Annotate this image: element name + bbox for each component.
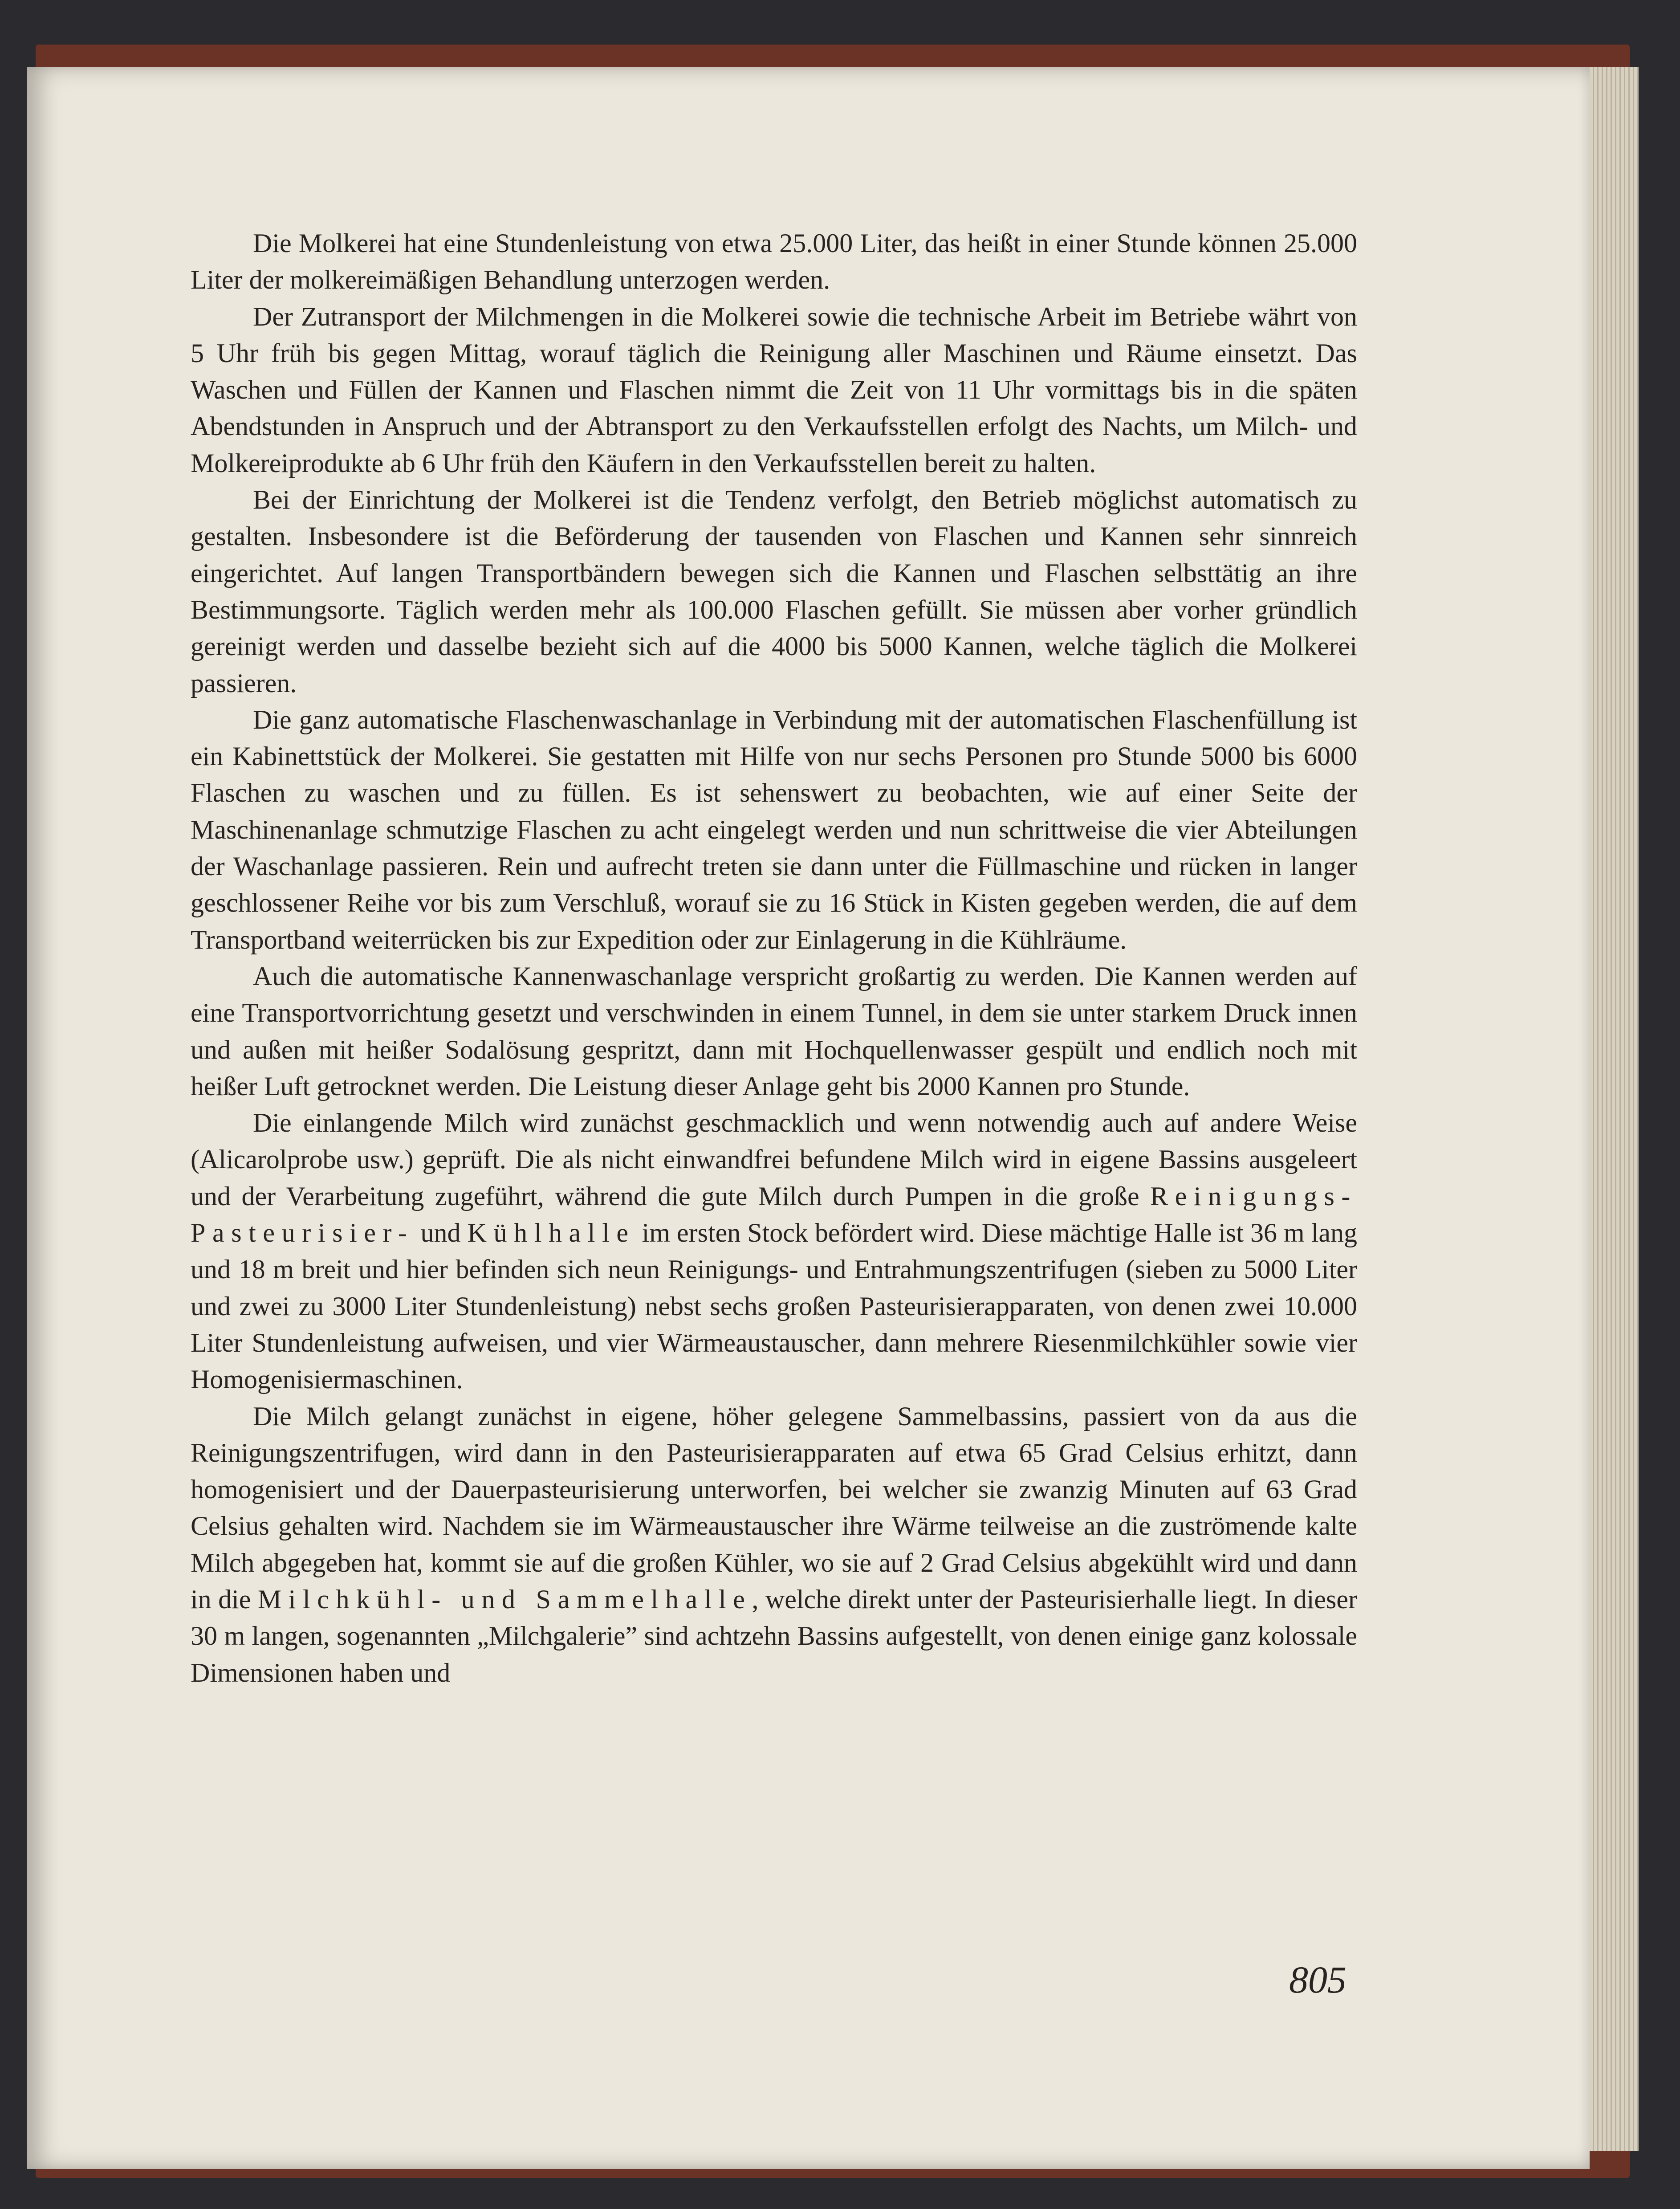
spaced-term: Reinigungs-Pasteurisier-	[191, 1181, 1357, 1248]
spaced-term: Kühlhalle	[467, 1218, 635, 1248]
paragraph-text: und	[414, 1218, 468, 1248]
paragraph-text: Die einlangende Milch wird zunächst geschmacklich und wenn notwendig auch auf andere Weise (Alicarolprobe usw.) geprüft. Die als nicht einwandfrei befundene Milch wird in eigene Bassins ausgeleert und der Verarbeitung zugeführt, während die gute Milch durch Pumpen in die große	[191, 1108, 1357, 1211]
paragraph	[191, 1104, 1357, 1398]
page-number: 805	[1289, 1958, 1346, 2001]
spaced-term: Milchkühl- und Sammelhalle	[257, 1584, 752, 1614]
paragraph: Auch die automatische Kannenwaschanlage verspricht großartig zu werden. Die Kannen werden auf eine Transportvorrichtung gesetzt und verschwinden in einem Tunnel, in dem sie unter starkem Druck innen und außen mit heißer Sodalösung gespritzt, dann mit Hochquellenwasser gespült und endlich noch mit heißer Luft getrocknet werden. Die Leistung dieser Anlage geht bis 2000 Kannen pro Stunde.	[191, 961, 1357, 1101]
paragraph-text: im ersten Stock befördert wird. Diese mächtige Halle ist 36 m lang und 18 m breit und hier befinden sich neun Reinigungs- und Entrahmungszentrifugen (sieben zu 5000 Liter und zwei zu 3000 Liter Stundenleistung) nebst sechs großen Pasteurisierapparaten, von denen zwei 10.000 Liter Stundenleistung aufweisen, und vier Wärmeaustauscher, dann mehrere Riesenmilchkühler sowie vier Homogenisiermaschinen.	[191, 1218, 1358, 1394]
paragraph: Die ganz automatische Flaschenwaschanlage in Verbindung mit der automatischen Flaschenfüllung ist ein Kabinettstück der Molkerei. Sie gestatten mit Hilfe von nur sechs Personen pro Stunde 5000 bis 6000 Flaschen zu waschen und zu füllen. Es ist sehenswert zu beobachten, wie auf einer Seite der Maschinenanlage schmutzige Flaschen zu acht eingelegt werden und nun schrittweise die vier Abteilungen der Waschanlage passieren. Rein und aufrecht treten sie dann unter die Füllmaschine und rücken in langer geschlossener Reihe vor bis zum Verschluß, worauf sie zu 16 Stück in Kisten gegeben werden, die auf dem Transportband weiterrücken bis zur Expedition oder zur Einlagerung in die Kühlräume.	[191, 705, 1357, 954]
paragraph-text: , welche direkt unter der Pasteurisierhalle liegt. In dieser 30 m langen, sogenannten „Milchgalerie” sind achtzehn Bassins aufgestellt, von denen einige ganz kolossale Dimensionen haben und	[191, 1584, 1357, 1687]
paragraph	[191, 1398, 1357, 1691]
body-text	[191, 225, 1357, 1691]
page-edges	[1585, 67, 1639, 2151]
book-page	[27, 67, 1590, 2169]
paragraph: Bei der Einrichtung der Molkerei ist die Tendenz verfolgt, den Betrieb möglichst automatisch zu gestalten. Insbesondere ist die Beförderung der tausenden von Flaschen und Kannen sehr sinnreich eingerichtet. Auf langen Transportbändern bewegen sich die Kannen und Flaschen selbsttätig an ihre Bestimmungsorte. Täglich werden mehr als 100.000 Flaschen gefüllt. Sie müssen aber vorher gründlich gereinigt werden und dasselbe bezieht sich auf die 4000 bis 5000 Kannen, welche täglich die Molkerei passieren.	[191, 485, 1357, 698]
paragraph-text: Die Milch gelangt zunächst in eigene, höher gelegene Sammelbassins, passiert von da aus die Reinigungszentrifugen, wird dann in den Pasteurisierapparaten auf etwa 65 Grad Celsius erhitzt, dann homogenisiert und der Dauerpasteurisierung unterworfen, bei welcher sie zwanzig Minuten auf 63 Grad Celsius gehalten wird. Nachdem sie im Wärmeaustauscher ihre Wärme teilweise an die zuströmende kalte Milch abgegeben hat, kommt sie auf die großen Kühler, wo sie auf 2 Grad Celsius abgekühlt wird und dann in die	[191, 1401, 1357, 1614]
paragraph: Der Zutransport der Milchmengen in die Molkerei sowie die technische Arbeit im Betriebe währt von 5 Uhr früh bis gegen Mittag, worauf täglich die Reinigung aller Maschinen und Räume einsetzt. Das Waschen und Füllen der Kannen und Flaschen nimmt die Zeit von 11 Uhr vormittags bis in die späten Abendstunden in Anspruch und der Abtransport zu den Verkaufsstellen erfolgt des Nachts, um Milch- und Molkereiprodukte ab 6 Uhr früh den Käufern in den Verkaufsstellen bereit zu halten.	[191, 302, 1357, 478]
paragraph: Die Molkerei hat eine Stundenleistung von etwa 25.000 Liter, das heißt in einer Stunde können 25.000 Liter der molkereimäßigen Behandlung unterzogen werden.	[191, 228, 1357, 295]
